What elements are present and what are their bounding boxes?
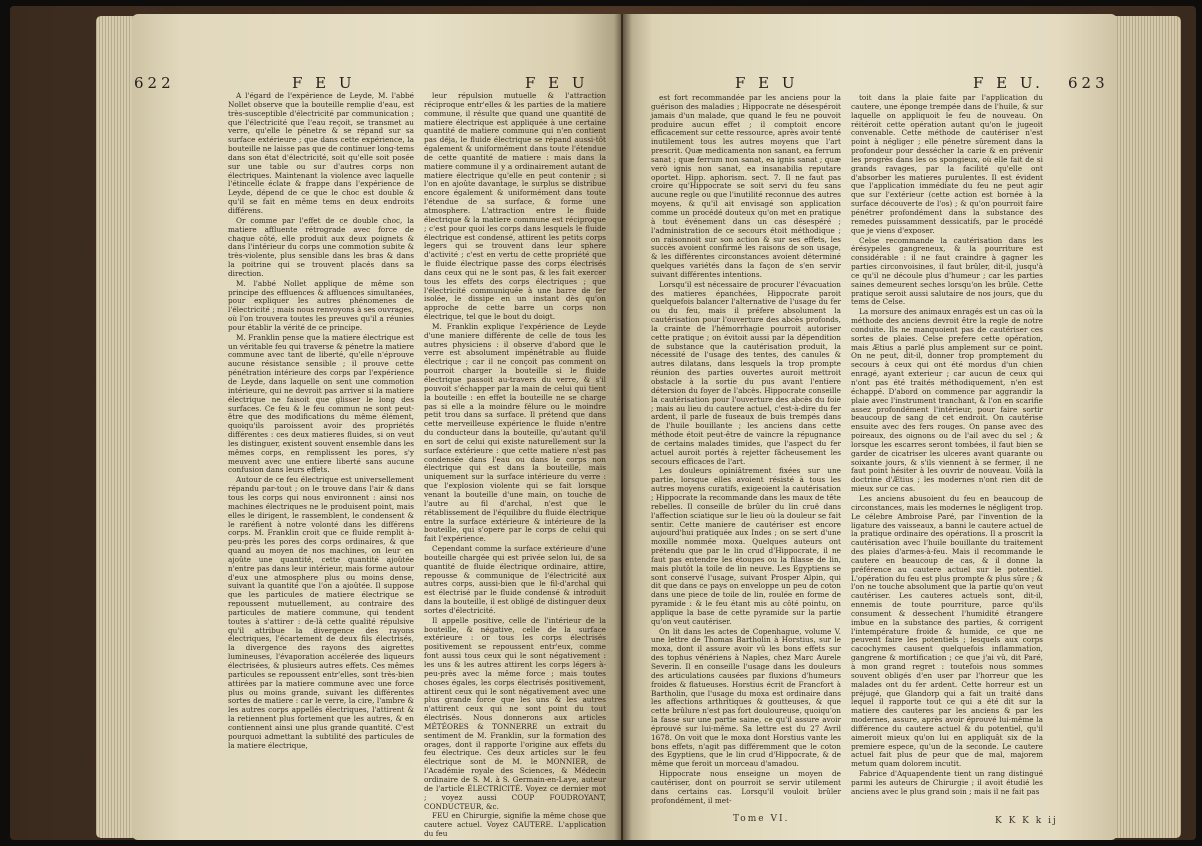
running-head: F E U <box>292 74 356 92</box>
running-head: F E U <box>525 74 589 92</box>
paragraph: Lorsqu'il est nécessaire de procurer l'évacuation des matieres épanchées, Hippocrate paroit quelquefois balancer l'alternative de l'usage du fer ou du feu, mais il préfere absolument la cautérisation pour l'ouverture des abcès profonds, la crainte de l'hémorrhagie pourroit autoriser cette pratique ; on évitoit aussi par la dépendition de substance que la cautérisation produit, la nécessité de l'usage des tentes, des canules & autres dilatans, dans lesquels la trop prompte réunion des parties ouvertes auroit mettroit obstacle à la sortie du pus avant l'entiere détersion du foyer de l'abcès. Hippocrate conseille la cautérisation pour l'ouverture des abcès du foie ; mais au lieu du cautere actuel, c'est-à-dire du fer ardent, il parle de fuseaux de buis trempés dans de l'huile bouillante ; les anciens dans cette méthode étoit peut-être de vaincre la répugnance de certains malades timides, que l'aspect du fer actuel auroit portés à rejetter fâcheusement les secours efficaces de l'art. <box>651 279 841 466</box>
page-number: 623 <box>1068 74 1109 92</box>
paragraph: Fabrice d'Aquapendente tient un rang distingué parmi les auteurs de Chirurgie ; il avoit étudié les anciens avec le plus grand soin ; mais il ne fait pas <box>851 769 1043 796</box>
volume-footer: Tome VI. <box>733 814 790 824</box>
right-page-edges <box>1115 16 1181 838</box>
right-page <box>623 14 1117 840</box>
paragraph: FEU en Chirurgie, signifie la même chose que cautere actuel. Voyez CAUTERE. L'application du feu <box>424 811 606 839</box>
text-column-1 <box>228 92 414 825</box>
paragraph: Les douleurs opiniâtrement fixées sur une partie, lorsque elles avoient résisté à tous les autres moyens curatifs, exigeoient la cautérisation ; Hippocrate la recommande dans les maux de tête rebelles. Il conseille de brûler du lin cruë dans l'affection sciatique sur le lieu où la douleur se fait sentir. Cette maniere de cautériser est encore aujourd'hui pratiquée aux Indes ; on se sert d'une moxille nommée moxa. Quelques auteurs ont prétendu que par le lin crud d'Hippocrate, il ne faut pas entendre les étoupes ou la filasse de lin, mais plutôt la toile de lin neuve. Les Egyptiens se sont conservé l'usage, suivant Prosper Alpin, qui dit que dans ce pays on enveloppe un peu de coton dans une piece de toile de lin, roulée en forme de pyramide : & le feu étant mis au côté pointu, on applique la base de cette pyramide sur la partie qu'on veut cautériser. <box>651 466 841 626</box>
paragraph: Autour de ce feu électrique est universellement répandu par-tout ; on le trouve dans l'air & dans tous les corps qui nous environnent : ainsi nos machines électriques ne le produisent point, mais elles le dirigent, le rassemblent, le condensent & le raréfient à notre volonté dans les différens corps. M. Franklin croit que ce fluide remplit à-peu-près les pores des corps ordinaires, & que quand au moyen de nos machines, on leur en ajoûte une quantité, cette quantité ajoûtée n'entre pas dans leur intérieur, mais forme autour d'eux une atmosphere plus ou moins dense, suivant la quantité que l'on a ajoûtée. Il suppose que les particules de matiere électrique se repoussent mutuellement, au contraire des particules de matiere commune, qui tendent toutes à s'attirer : de-là cette qualité répulsive qu'il attribue la divergence des rayons électriques, l'écartement de deux fils électrisés, la divergence des rayons des aigrettes lumineuses, l'évaporation accélerée des liqueurs électrisées, & plusieurs autres effets. Ces mêmes particules se repoussent entr'elles, sont très-bien attirées par la matiere commune avec une force plus ou moins grande, suivant les différentes sortes de matiere : car le verre, la cire, l'ambre & les autres corps appellés électriques, l'attirent & la retiennent plus fortement que les autres, & en contiennent ainsi une plus grande quantité. C'est pourquoi admettant la subtilité des particules de la matiere électrique, <box>228 475 414 750</box>
paragraph: Il appelle positive, celle de l'intérieur de la bouteille, & négative, celle de la surface extérieure : or tous les corps électrisés positivement se repoussent entr'eux, comme font aussi tous ceux qui le sont négativement : les uns & les autres attirent les corps légers à-peu-près avec la même force ; mais toutes choses égales, les corps électrisés positivement, attirent ceux qui le sont négativement avec une plus grande force que les uns & les autres n'attirent ceux qui ne sont point du tout électrisés. Nous donnerons aux articles MÉTÉORES & TONNERRE un extrait du sentiment de M. Franklin, sur la formation des orages, dont il rapporte l'origine aux effets du feu électrique. Ces deux articles sur le feu électrique sont de M. le MONNIER, de l'Académie royale des Sciences, & Médecin ordinaire de S. M. à S. Germain-en-Laye, auteur de l'article ÉLECTRICITÉ. Voyez ce dernier mot ; voyez aussi COUP FOUDROYANT, CONDUCTEUR, &c. <box>424 615 606 811</box>
paragraph: toit dans la plaie faite par l'application du cautere, une éponge trempée dans de l'huile, & sur laquelle on appliquoit le feu de nouveau. On réitéroit cette opération autant qu'on le jugeoit convenable. Cette méthode de cautériser n'est point à négliger ; elle pénetre sûrement dans la profondeur pour dessécher la carie & en prévenir les progrès dans les os spongieux, où elle fait de si grands ravages, par la facilité qu'elle ont d'absorber les matieres purulentes. Il est évident que l'application immédiate du feu ne peut agir que sur l'extérieur (cette action est bornée à la surface découverte de l'os) ; & qu'on pourroit faire pénétrer profondément dans la substance des remedes puissamment dessicatifs, par le procédé que je viens d'exposer. <box>851 93 1043 235</box>
page-number: 622 <box>134 74 175 92</box>
running-head: F E U. <box>973 74 1044 92</box>
book-gutter <box>614 14 632 840</box>
text-column-2 <box>851 94 1043 804</box>
paragraph: On lit dans les actes de Copenhague, volume V. une lettre de Thomas Bartholin à Horstius, sur le moxa, dont il assure avoir vû les bons effets sur des tophus vénériens à Naples, chez Marc Aurele Severin. Il en conseille l'usage dans les douleurs des articulations causées par fluxions d'humeurs froides & flatueuses. Horstius écrit de Francfort à Bartholin, que l'usage du moxa est ordinaire dans les affections arthritiques & goutteuses, & que cette brûlure n'est pas fort douloureuse, quoiqu'on la fasse sur une partie saine, ce qu'il assure avoir éprouvé sur lui-même. Sa lettre est du 27 Avril 1678. On voit que le moxa dont Horstius vante les bons effets, n'agit pas différemment que le coton des Egyptiens, que le lin crud d'Hippocrate, & de même que feroit un morceau d'amadou. <box>651 626 841 769</box>
paragraph: La morsure des animaux enragés est un cas où la méthode des anciens devroit être la regle de notre conduite. Ils ne manquoient pas de cautériser ces sortes de plaies. Celse prefere cette opération, mais Ætius a parlé plus amplement sur ce point. On ne peut, dit-il, donner trop promptement du secours à ceux qui ont été mordus d'un chien enragé, ayant exterieur ; car aucun de ceux qui n'ont pas été traités méthodiquement, n'en est échappé. D'abord on commence par aggrandir la plaie avec l'instrument tranchant, & l'on en scarifie assez profondément l'intérieur, pour faire sortir beaucoup de sang de cet endroit. On cautérise ensuite avec des fers rouges. On panse avec des poireaux, des oignons ou de l'ail avec du sel ; & lorsque les escarres seront tombées, il faut bien se garder de cicatriser les ulceres avant quarante ou soixante jours, & s'ils viennent à se fermer, il ne faut point hésiter à les ouvrir de nouveau. Voilà la doctrine d'Ætius ; les modernes n'ont rien dit de mieux sur ce cas. <box>851 307 1043 494</box>
paragraph: Les anciens abusoient du feu en beaucoup de circonstances, mais les modernes le négligent trop. Le célebre Ambroise Paré, par l'invention de la ligature des vaisseaux, a banni le cautere actuel de la pratique ordinaire des opérations. Il a proscrit la cautérisation avec l'huile bouillante du traitement des plaies d'armes-à-feu. Mais il recommande le cautere en beaucoup de cas, & il donne la préférence au cautere actuel sur le potentiel. L'opération du feu est plus prompte & plus sûre ; & l'on ne touche absolument que la partie qu'on veut cautériser. Les cauteres actuels sont, dit-il, ennemis de toute pourriture, parce qu'ils consument & dessechent l'humidité étrangere imbue en la substance des parties, & corrigent l'intempérature froide & humide, ce que ne peuvent faire les potentiels ; lesquels aux corps cacochymes causent quelquefois inflammation, gangrene & mortification ; ce que j'ai vû, dit Paré, à mon grand regret : toutefois nous sommes souvent obligés d'en user par l'horreur que les malades ont du fer ardent. Cette horreur est un préjugé, que Glandorp qui a fait un traité dans lequel il rapporte tout ce qui a été dit sur la matiere des cauteres par les anciens & par les modernes, assure, après avoir éprouvé lui-même la différence du cautere actuel & du potentiel, qu'il aimeroit mieux qu'on lui en appliquât six de la premiere espece, qu'un de la seconde. Le cautere actuel fait plus de peur que de mal, majorem metum quam dolorem incutit. <box>851 493 1043 769</box>
paragraph: Celse recommande la cautérisation dans les érésypeles gangreneux, & la pourriture est considérable : il ne faut craindre à gagner les parties circonvoisines, il faut brûler, dit-il, jusqu'à ce qu'il ne découle plus d'humeur ; car les parties saines demeurent seches lorsqu'on les brûle. Cette pratique seroit aussi salutaire de nos jours, que du tems de Celse. <box>851 235 1043 307</box>
paragraph: Cependant comme la surface extérieure d'une bouteille chargée qui est privée selon lui, de sa quantité de fluide électrique ordinaire, attire, repousse & communique de l'électricité aux autres corps, aussi-bien que le fil-d'archal qui est électrisé par le fluide condensé & introduit dans la bouteille, il est obligé de distinguer deux sortes d'électricité. <box>424 544 606 615</box>
paragraph: A l'égard de l'expérience de Leyde, M. l'abbé Nollet observe que la bouteille remplie d'eau, est très-susceptible d'électricité par communication ; que l'électricité que l'eau reçoit, se transmet au verre, qu'elle le pénetre & se répand sur sa surface extérieure ; que dans cette expérience, la bouteille ne laisse pas que de continuer long-tems dans son état d'électricité, soit qu'elle soit posée sur une table ou sur d'autres corps non électriques. Maintenant la violence avec laquelle l'étincelle éclate & frappe dans l'expérience de Leyde, dépend de ce que le choc est double & qu'il se fait en même tems en deux endroits différens. <box>228 91 414 215</box>
paragraph: M. Franklin pense que la matiere électrique est un véritable feu qui traverse & pénetre la matiere commune avec tant de liberté, qu'elle n'éprouve aucune résistance sensible ; il prouve cette pénétration intérieure des corps par l'expérience de Leyde, dans laquelle on sent une commotion intérieure, qui ne devroit pas arriver si la matiere électrique ne faisoit que glisser le long des surfaces. Ce feu & le feu commun ne sont peut-être que des modifications du même élément, quoiqu'ils paroissent avoir des propriétés différentes : ces deux matieres fluides, si on veut les distinguer, existent souvent ensemble dans les mêmes corps, en remplissent les pores, s'y meuvent avec une entiere liberté sans aucune confusion dans leurs effets. <box>228 332 414 475</box>
text-column-2 <box>424 91 606 839</box>
text-column-1 <box>651 94 841 804</box>
paragraph: leur répulsion mutuelle & l'attraction réciproque entr'elles & les parties de la matiere commune, il résulte que quand une quantité de matiere électrique est appliquée à une certaine quantité de matiere commune qui n'en contient pas déja, le fluide électrique se répand aussi-tôt également & uniformément dans toute l'étendue de cette quantité de matiere : mais dans la matiere commune il y a ordinairement autant de matiere électrique qu'elle en peut contenir ; si l'on en ajoûte davantage, le surplus se distribue encore également & uniformément dans toute l'étendue de sa surface, & forme une atmosphere. L'attraction entre le fluide électrique & la matiere commune est réciproque ; c'est pour quoi les corps dans lesquels le fluide électrique est condensé, attirent les petits corps legers qui se trouvent dans leur sphere d'activité ; c'est en vertu de cette propriété que le fluide électrique passe des corps électrisés dans ceux qui ne le sont pas, & les fait exercer tous les effets des corps électriques ; que l'électricité communiquée à une barre de fer isolée, le dissipe en un instant dès qu'on approche de cette barre un corps non électrique, tel que le bout du doigt. <box>424 91 606 322</box>
paragraph: M. l'abbé Nollet applique de même son principe des effluences & affluences simultanées, pour expliquer les autres phénomenes de l'électricité ; mais nous renvoyons à ses ouvrages, où l'on trouvera toutes les preuves qu'il a réunies pour établir la vérité de ce principe. <box>228 278 414 332</box>
running-head: F E U <box>735 74 799 92</box>
paragraph: M. Franklin explique l'expérience de Leyde d'une maniere différente de celle de tous les autres physiciens : il observe d'abord que le verre est absolument impénétrable au fluide électrique ; car il ne conçoit pas comment on pourroit charger la bouteille si le fluide électrique passoit au-travers du verre, & s'il pouvoit s'échapper par la main de celui qui tient la bouteille : en effet la bouteille ne se charge pas si elle a la moindre félure ou le moindre petit trou dans sa surface. Il prétend que dans cette merveilleuse expérience le fluide n'entre du conducteur dans la bouteille, qu'autant qu'il en sort de celui qui existe naturellement sur la surface extérieure : que cette matiere n'est pas condensée dans l'eau ou dans le corps non électrique qui est dans la bouteille, mais uniquement sur la surface intérieure du verre : que l'explosion violente qui se fait lorsque venant la bouteille d'une main, on touche de l'autre au fil d'archal, n'est que le rétablissement de l'équilibre du fluide électrique entre la surface extérieure & intérieure de la bouteille, qui s'opere par le corps de celui qui fait l'expérience. <box>424 321 606 544</box>
left-page-edges <box>96 16 134 838</box>
signature-mark: K K K k ij <box>995 816 1058 826</box>
paragraph: est fort recommandée par les anciens pour la guérison des maladies ; Hippocrate ne désespéroit jamais d'un malade, que quand le feu ne pouvoit produire aucun effet ; il comptoit encore efficacement sur cette ressource, après avoir tenté inutilement tous les autres moyens que l'art prescrit. Quæ medicamenta non sanant, ea ferrum sanat ; quæ ferrum non sanat, ea ignis sanat ; quæ verò ignis non sanat, ea insanabilia reputare oportet. Hipp. aphorism. sect. 7. Il ne faut pas croire qu'Hippocrate se soit servi du feu sans aucune regle ou que l'inutilité reconnue des autres moyens, & qu'il ait envisagé son application comme un procédé douteux qu'on met en pratique à tout événement dans un cas désespéré ; l'administration de ce secours étoit méthodique ; on raisonnoit sur son action & sur ses effets, les succès avoient confirmé les raisons de son usage, & les différentes circonstances avoient déterminé quelques variétés dans la façon de s'en servir suivant différentes intentions. <box>651 93 841 279</box>
paragraph: Or comme par l'effet de ce double choc, la matiere affluente rétrograde avec force de chaque côté, elle produit aux deux poignets & dans l'intérieur du corps une commotion subite & très-violente, plus sensible dans les bras & dans la poitrine qui se trouvent placés dans sa direction. <box>228 215 414 278</box>
paragraph: Hippocrate nous enseigne un moyen de cautériser, dont on pourroit se servir utilement dans certains cas. Lorsqu'il vouloit brûler profondément, il met- <box>651 769 841 805</box>
left-page <box>132 14 621 840</box>
